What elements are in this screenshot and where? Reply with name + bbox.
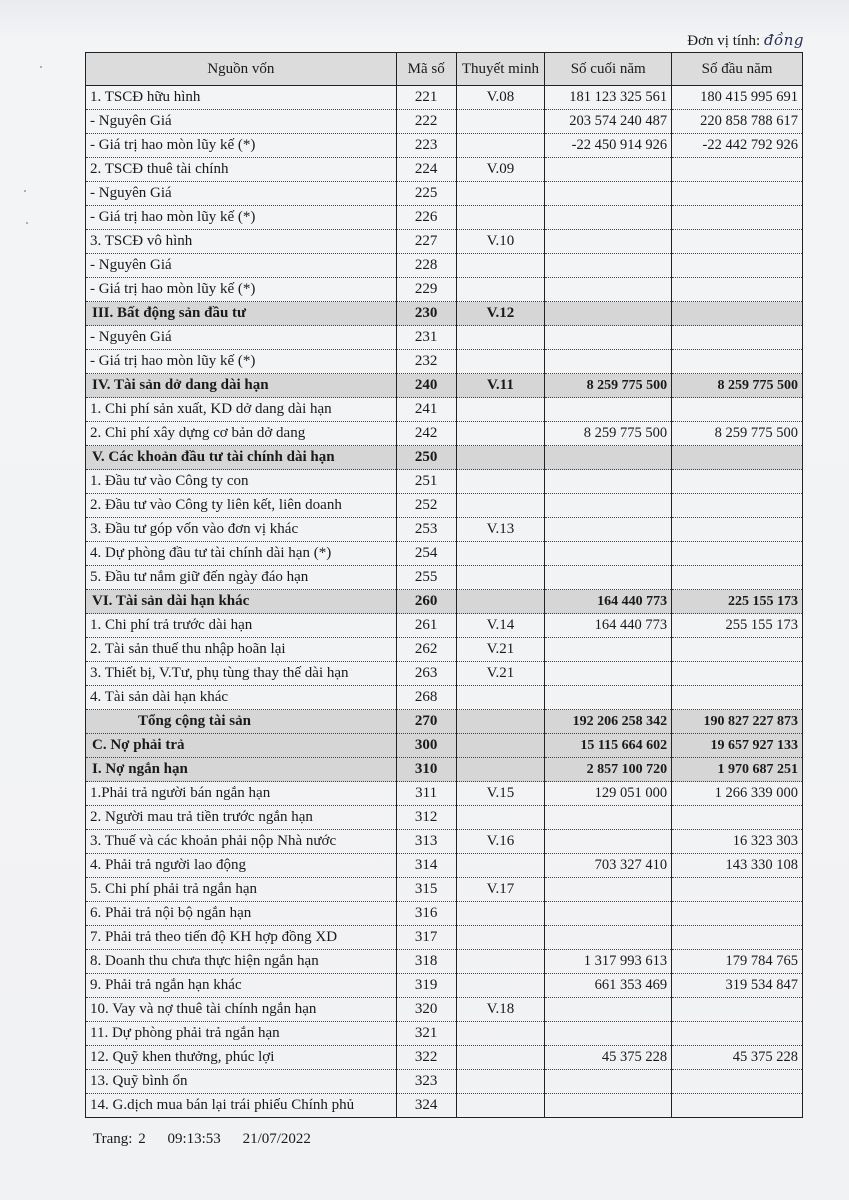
row-beginning-of-year-value <box>672 1094 803 1118</box>
header-code: Mã số <box>396 53 456 86</box>
row-code: 318 <box>396 950 456 974</box>
table-row <box>86 782 803 806</box>
row-code: 225 <box>396 182 456 206</box>
row-name: Tổng cộng tài sản <box>86 710 397 734</box>
row-code: 252 <box>396 494 456 518</box>
table-row <box>86 1022 803 1046</box>
row-end-of-year-value <box>545 686 672 710</box>
row-beginning-of-year-value: -22 442 792 926 <box>672 134 803 158</box>
table-row <box>86 182 803 206</box>
row-end-of-year-value <box>545 566 672 590</box>
row-code: 260 <box>396 590 456 614</box>
row-end-of-year-value <box>545 326 672 350</box>
row-beginning-of-year-value: 319 534 847 <box>672 974 803 998</box>
row-name: III. Bất động sản đầu tư <box>86 302 397 326</box>
row-end-of-year-value: 15 115 664 602 <box>545 734 672 758</box>
row-note: V.13 <box>456 518 545 542</box>
row-note <box>456 710 545 734</box>
row-name: 1. Chi phí trả trước dài hạn <box>86 614 397 638</box>
row-code: 228 <box>396 254 456 278</box>
row-name: 1. TSCĐ hữu hình <box>86 86 397 110</box>
row-note: V.12 <box>456 302 545 326</box>
section-row <box>86 374 803 398</box>
row-code: 240 <box>396 374 456 398</box>
row-note <box>456 326 545 350</box>
row-end-of-year-value <box>545 830 672 854</box>
row-end-of-year-value <box>545 1094 672 1118</box>
row-code: 270 <box>396 710 456 734</box>
row-code: 319 <box>396 974 456 998</box>
table-row <box>86 566 803 590</box>
section-row <box>86 734 803 758</box>
row-beginning-of-year-value <box>672 350 803 374</box>
row-end-of-year-value <box>545 1022 672 1046</box>
row-note <box>456 206 545 230</box>
row-name: 9. Phải trả ngắn hạn khác <box>86 974 397 998</box>
row-beginning-of-year-value: 190 827 227 873 <box>672 710 803 734</box>
row-beginning-of-year-value <box>672 230 803 254</box>
row-end-of-year-value: 45 375 228 <box>545 1046 672 1070</box>
table-row <box>86 158 803 182</box>
table-row <box>86 806 803 830</box>
row-name: 3. Thuế và các khoản phải nộp Nhà nước <box>86 830 397 854</box>
row-note <box>456 110 545 134</box>
row-note <box>456 470 545 494</box>
row-note: V.21 <box>456 638 545 662</box>
row-code: 320 <box>396 998 456 1022</box>
table-row <box>86 494 803 518</box>
table-row <box>86 278 803 302</box>
row-name: 8. Doanh thu chưa thực hiện ngắn hạn <box>86 950 397 974</box>
row-name: 3. Đầu tư góp vốn vào đơn vị khác <box>86 518 397 542</box>
row-code: 313 <box>396 830 456 854</box>
row-note: V.08 <box>456 86 545 110</box>
row-name: 2. Tài sản thuế thu nhập hoãn lại <box>86 638 397 662</box>
row-beginning-of-year-value: 180 415 995 691 <box>672 86 803 110</box>
row-code: 226 <box>396 206 456 230</box>
row-code: 261 <box>396 614 456 638</box>
row-code: 268 <box>396 686 456 710</box>
row-note <box>456 1046 545 1070</box>
row-note: V.09 <box>456 158 545 182</box>
row-beginning-of-year-value: 255 155 173 <box>672 614 803 638</box>
row-end-of-year-value <box>545 206 672 230</box>
table-row <box>86 830 803 854</box>
row-name: 3. TSCĐ vô hình <box>86 230 397 254</box>
table-row <box>86 638 803 662</box>
table-row <box>86 422 803 446</box>
row-name: 12. Quỹ khen thưởng, phúc lợi <box>86 1046 397 1070</box>
print-date: 21/07/2022 <box>242 1131 311 1147</box>
row-beginning-of-year-value <box>672 1022 803 1046</box>
row-end-of-year-value <box>545 1070 672 1094</box>
row-note <box>456 1070 545 1094</box>
row-end-of-year-value <box>545 398 672 422</box>
table-row <box>86 926 803 950</box>
row-end-of-year-value <box>545 278 672 302</box>
row-code: 253 <box>396 518 456 542</box>
row-code: 310 <box>396 758 456 782</box>
row-beginning-of-year-value: 179 784 765 <box>672 950 803 974</box>
row-code: 300 <box>396 734 456 758</box>
row-code: 227 <box>396 230 456 254</box>
row-name: 6. Phải trả nội bộ ngắn hạn <box>86 902 397 926</box>
row-code: 263 <box>396 662 456 686</box>
row-code: 230 <box>396 302 456 326</box>
table-row <box>86 662 803 686</box>
row-name: - Nguyên Giá <box>86 182 397 206</box>
row-name: 4. Tài sản dài hạn khác <box>86 686 397 710</box>
row-note <box>456 254 545 278</box>
row-code: 321 <box>396 1022 456 1046</box>
row-name: 10. Vay và nợ thuê tài chính ngắn hạn <box>86 998 397 1022</box>
row-note <box>456 494 545 518</box>
row-note: V.10 <box>456 230 545 254</box>
row-name: 2. TSCĐ thuê tài chính <box>86 158 397 182</box>
table-row <box>86 902 803 926</box>
row-end-of-year-value <box>545 230 672 254</box>
row-beginning-of-year-value <box>672 470 803 494</box>
row-code: 222 <box>396 110 456 134</box>
row-name: - Nguyên Giá <box>86 110 397 134</box>
table-row <box>86 326 803 350</box>
row-code: 242 <box>396 422 456 446</box>
row-end-of-year-value <box>545 902 672 926</box>
row-name: 7. Phải trả theo tiến độ KH hợp đồng XD <box>86 926 397 950</box>
row-name: - Nguyên Giá <box>86 326 397 350</box>
row-end-of-year-value: 1 317 993 613 <box>545 950 672 974</box>
row-note <box>456 1094 545 1118</box>
table-row <box>86 350 803 374</box>
row-beginning-of-year-value <box>672 662 803 686</box>
row-note <box>456 278 545 302</box>
row-code: 232 <box>396 350 456 374</box>
row-end-of-year-value: 192 206 258 342 <box>545 710 672 734</box>
row-name: 11. Dự phòng phải trả ngắn hạn <box>86 1022 397 1046</box>
row-code: 224 <box>396 158 456 182</box>
table-row <box>86 230 803 254</box>
row-note <box>456 566 545 590</box>
table-row <box>86 110 803 134</box>
row-beginning-of-year-value <box>672 254 803 278</box>
header-beginning-of-year: Số đầu năm <box>672 53 803 86</box>
table-row <box>86 206 803 230</box>
row-note <box>456 398 545 422</box>
row-end-of-year-value <box>545 182 672 206</box>
row-beginning-of-year-value <box>672 182 803 206</box>
row-code: 314 <box>396 854 456 878</box>
table-row <box>86 134 803 158</box>
row-beginning-of-year-value: 19 657 927 133 <box>672 734 803 758</box>
row-name: I. Nợ ngắn hạn <box>86 758 397 782</box>
row-end-of-year-value <box>545 254 672 278</box>
row-name: 13. Quỹ bình ổn <box>86 1070 397 1094</box>
row-code: 324 <box>396 1094 456 1118</box>
table-row <box>86 686 803 710</box>
row-beginning-of-year-value: 143 330 108 <box>672 854 803 878</box>
row-note <box>456 446 545 470</box>
row-note <box>456 350 545 374</box>
row-note <box>456 950 545 974</box>
row-note <box>456 1022 545 1046</box>
row-code: 241 <box>396 398 456 422</box>
row-name: 2. Người mau trả tiền trước ngắn hạn <box>86 806 397 830</box>
row-end-of-year-value <box>545 494 672 518</box>
row-name: 2. Chi phí xây dựng cơ bản dở dang <box>86 422 397 446</box>
row-code: 255 <box>396 566 456 590</box>
row-end-of-year-value: 164 440 773 <box>545 590 672 614</box>
row-name: 5. Đầu tư nắm giữ đến ngày đáo hạn <box>86 566 397 590</box>
row-name: - Giá trị hao mòn lũy kế (*) <box>86 134 397 158</box>
row-code: 231 <box>396 326 456 350</box>
row-code: 250 <box>396 446 456 470</box>
row-note <box>456 758 545 782</box>
header-source-of-capital: Nguồn vốn <box>86 53 397 86</box>
row-note: V.16 <box>456 830 545 854</box>
row-name: 1.Phải trả người bán ngắn hạn <box>86 782 397 806</box>
row-beginning-of-year-value <box>672 494 803 518</box>
table-header-row <box>86 53 803 86</box>
row-beginning-of-year-value <box>672 806 803 830</box>
row-end-of-year-value: 181 123 325 561 <box>545 86 672 110</box>
row-end-of-year-value <box>545 518 672 542</box>
row-note <box>456 734 545 758</box>
row-beginning-of-year-value <box>672 638 803 662</box>
row-beginning-of-year-value: 225 155 173 <box>672 590 803 614</box>
row-note <box>456 902 545 926</box>
row-end-of-year-value <box>545 350 672 374</box>
row-code: 223 <box>396 134 456 158</box>
row-beginning-of-year-value <box>672 998 803 1022</box>
row-beginning-of-year-value <box>672 278 803 302</box>
header-end-of-year: Số cuối năm <box>545 53 672 86</box>
table-row <box>86 470 803 494</box>
row-name: - Nguyên Giá <box>86 254 397 278</box>
row-end-of-year-value: -22 450 914 926 <box>545 134 672 158</box>
unit-label: Đơn vị tính: <box>687 33 761 49</box>
row-code: 323 <box>396 1070 456 1094</box>
row-end-of-year-value <box>545 806 672 830</box>
row-name: 14. G.dịch mua bán lại trái phiếu Chính phủ <box>86 1094 397 1118</box>
row-code: 316 <box>396 902 456 926</box>
row-name: V. Các khoản đầu tư tài chính dài hạn <box>86 446 397 470</box>
section-row <box>86 302 803 326</box>
balance-sheet-table <box>85 52 803 1118</box>
row-name: 2. Đầu tư vào Công ty liên kết, liên doanh <box>86 494 397 518</box>
row-end-of-year-value: 661 353 469 <box>545 974 672 998</box>
row-note <box>456 686 545 710</box>
row-beginning-of-year-value <box>672 446 803 470</box>
row-end-of-year-value: 8 259 775 500 <box>545 422 672 446</box>
row-note: V.21 <box>456 662 545 686</box>
row-name: - Giá trị hao mòn lũy kế (*) <box>86 206 397 230</box>
row-note <box>456 974 545 998</box>
row-code: 315 <box>396 878 456 902</box>
row-code: 262 <box>396 638 456 662</box>
row-beginning-of-year-value <box>672 518 803 542</box>
row-end-of-year-value: 203 574 240 487 <box>545 110 672 134</box>
row-beginning-of-year-value <box>672 566 803 590</box>
row-code: 254 <box>396 542 456 566</box>
table-row <box>86 878 803 902</box>
unit-of-measure <box>687 31 804 50</box>
table-row <box>86 614 803 638</box>
row-beginning-of-year-value <box>672 878 803 902</box>
row-note: V.15 <box>456 782 545 806</box>
section-row <box>86 758 803 782</box>
row-end-of-year-value <box>545 926 672 950</box>
row-beginning-of-year-value <box>672 1070 803 1094</box>
row-name: - Giá trị hao mòn lũy kế (*) <box>86 350 397 374</box>
row-end-of-year-value <box>545 158 672 182</box>
row-end-of-year-value: 164 440 773 <box>545 614 672 638</box>
table-row <box>86 998 803 1022</box>
unit-value-handwritten: đồng <box>763 31 804 49</box>
row-name: IV. Tài sản dở dang dài hạn <box>86 374 397 398</box>
row-name: 4. Phải trả người lao động <box>86 854 397 878</box>
row-name: C. Nợ phải trả <box>86 734 397 758</box>
table-row <box>86 974 803 998</box>
row-name: 5. Chi phí phải trả ngắn hạn <box>86 878 397 902</box>
row-end-of-year-value: 2 857 100 720 <box>545 758 672 782</box>
row-code: 317 <box>396 926 456 950</box>
row-end-of-year-value <box>545 638 672 662</box>
table-row <box>86 542 803 566</box>
scan-speck <box>26 222 28 224</box>
row-beginning-of-year-value: 1 970 687 251 <box>672 758 803 782</box>
row-note <box>456 590 545 614</box>
row-note: V.11 <box>456 374 545 398</box>
section-row <box>86 446 803 470</box>
row-beginning-of-year-value: 16 323 303 <box>672 830 803 854</box>
table-row <box>86 1094 803 1118</box>
row-end-of-year-value <box>545 446 672 470</box>
table-row <box>86 1070 803 1094</box>
table-row <box>86 518 803 542</box>
row-name: 3. Thiết bị, V.Tư, phụ tùng thay thế dài hạn <box>86 662 397 686</box>
table-row <box>86 86 803 110</box>
row-beginning-of-year-value: 45 375 228 <box>672 1046 803 1070</box>
table-row <box>86 254 803 278</box>
page-footer <box>93 1131 327 1148</box>
row-beginning-of-year-value <box>672 206 803 230</box>
row-note: V.14 <box>456 614 545 638</box>
row-code: 221 <box>396 86 456 110</box>
scan-speck <box>40 66 42 68</box>
row-beginning-of-year-value <box>672 398 803 422</box>
row-beginning-of-year-value <box>672 542 803 566</box>
row-name: VI. Tài sản dài hạn khác <box>86 590 397 614</box>
table-row <box>86 1046 803 1070</box>
table-row <box>86 950 803 974</box>
row-beginning-of-year-value: 8 259 775 500 <box>672 422 803 446</box>
print-time: 09:13:53 <box>167 1131 221 1147</box>
row-beginning-of-year-value <box>672 302 803 326</box>
row-name: 1. Đầu tư vào Công ty con <box>86 470 397 494</box>
row-name: 1. Chi phí sản xuất, KD dở dang dài hạn <box>86 398 397 422</box>
section-row <box>86 590 803 614</box>
row-note <box>456 542 545 566</box>
row-end-of-year-value <box>545 470 672 494</box>
row-beginning-of-year-value <box>672 158 803 182</box>
row-name: 4. Dự phòng đầu tư tài chính dài hạn (*) <box>86 542 397 566</box>
row-end-of-year-value <box>545 878 672 902</box>
row-end-of-year-value <box>545 542 672 566</box>
row-code: 311 <box>396 782 456 806</box>
row-beginning-of-year-value <box>672 902 803 926</box>
row-note <box>456 926 545 950</box>
row-beginning-of-year-value: 220 858 788 617 <box>672 110 803 134</box>
row-beginning-of-year-value <box>672 326 803 350</box>
row-note <box>456 422 545 446</box>
row-note <box>456 134 545 158</box>
row-beginning-of-year-value: 8 259 775 500 <box>672 374 803 398</box>
table-row <box>86 398 803 422</box>
scan-speck <box>24 190 26 192</box>
row-note <box>456 854 545 878</box>
row-note: V.17 <box>456 878 545 902</box>
row-end-of-year-value: 703 327 410 <box>545 854 672 878</box>
row-end-of-year-value: 129 051 000 <box>545 782 672 806</box>
table-row <box>86 854 803 878</box>
row-code: 251 <box>396 470 456 494</box>
row-beginning-of-year-value: 1 266 339 000 <box>672 782 803 806</box>
page-number: Trang: 2 <box>93 1131 146 1147</box>
row-beginning-of-year-value <box>672 926 803 950</box>
row-note <box>456 182 545 206</box>
row-end-of-year-value: 8 259 775 500 <box>545 374 672 398</box>
row-end-of-year-value <box>545 998 672 1022</box>
row-note <box>456 806 545 830</box>
row-name: - Giá trị hao mòn lũy kế (*) <box>86 278 397 302</box>
row-end-of-year-value <box>545 302 672 326</box>
row-code: 312 <box>396 806 456 830</box>
row-end-of-year-value <box>545 662 672 686</box>
row-beginning-of-year-value <box>672 686 803 710</box>
header-notes: Thuyết minh <box>456 53 545 86</box>
row-code: 322 <box>396 1046 456 1070</box>
total-row <box>86 710 803 734</box>
row-note: V.18 <box>456 998 545 1022</box>
row-code: 229 <box>396 278 456 302</box>
